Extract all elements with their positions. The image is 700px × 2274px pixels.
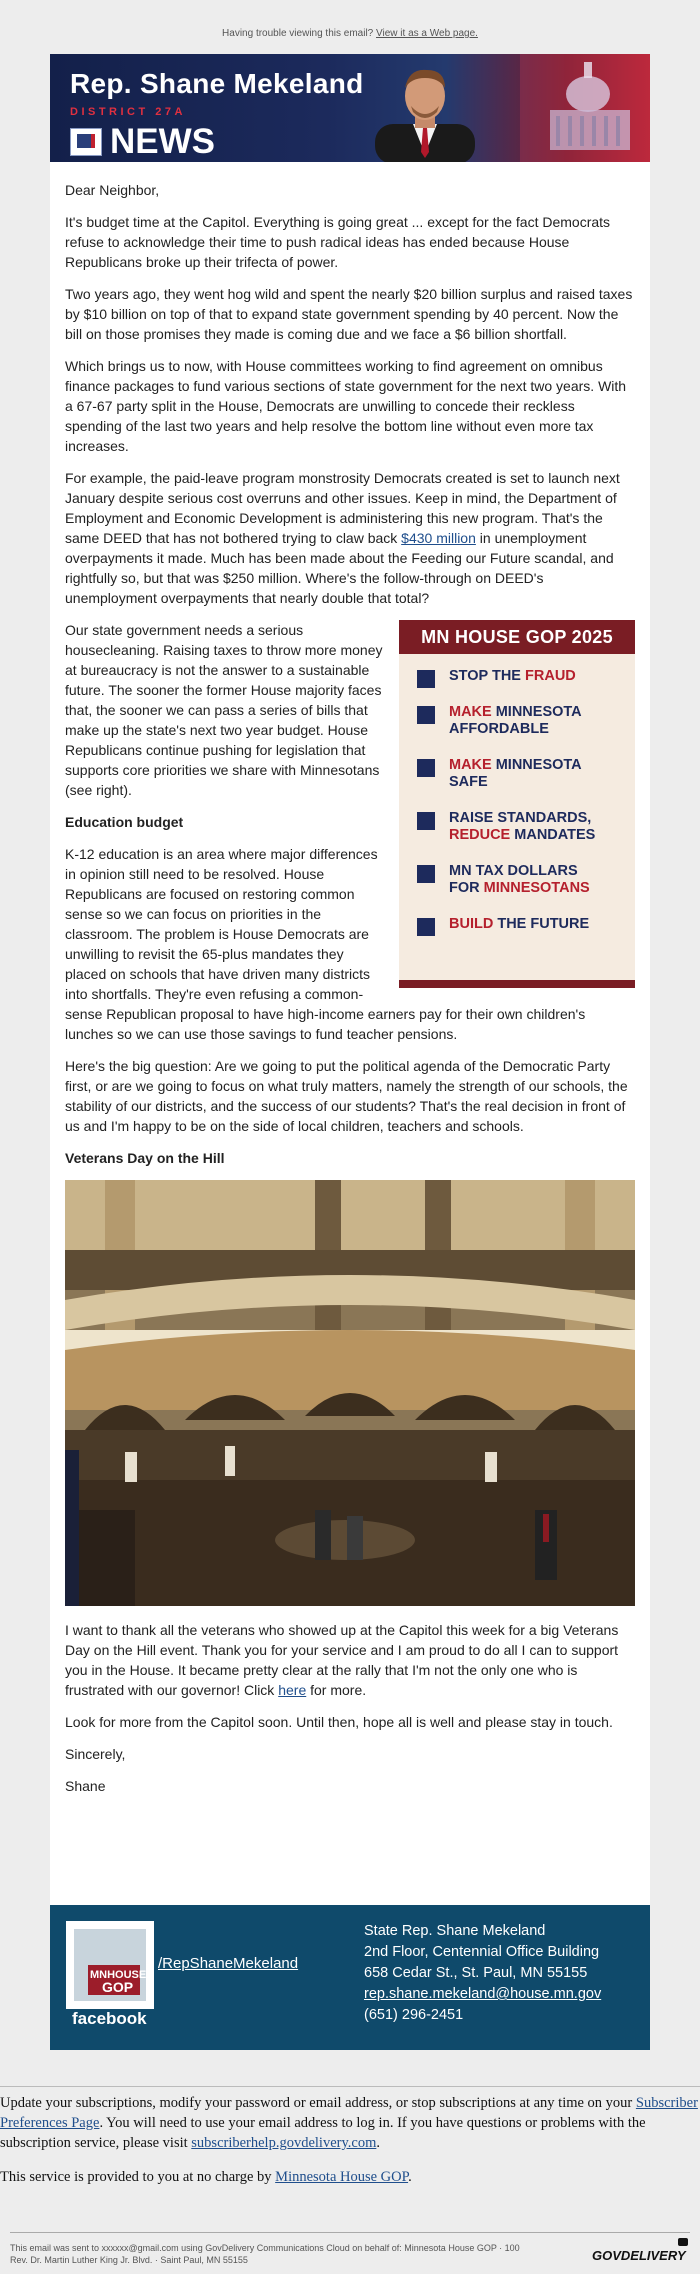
- priority-text: SAFE: [449, 774, 488, 790]
- veterans-more-link[interactable]: here: [278, 1682, 307, 1698]
- contact-footer: [50, 1905, 650, 2050]
- sender-line: This email was sent to xxxxxx@gmail.com using GovDelivery Communications Cloud on behalf of: Minnesota House GOP · 100: [10, 2243, 520, 2253]
- bullet-square-icon: [417, 918, 435, 936]
- bullet-square-icon: [417, 670, 435, 688]
- priority-highlight: REDUCE: [449, 827, 511, 843]
- priority-highlight: MINNESOTANS: [483, 880, 590, 896]
- divider: [10, 2232, 690, 2233]
- paragraph: [65, 1620, 635, 1700]
- contact-email-link[interactable]: rep.shane.mekeland@house.mn.gov: [364, 1986, 602, 2002]
- capitol-rotunda-image: [65, 1180, 635, 1606]
- priority-text: THE FUTURE: [493, 916, 590, 932]
- contact-info: [364, 1921, 644, 2026]
- web-view-link[interactable]: View it as a Web page.: [376, 28, 478, 39]
- priority-item: [413, 704, 627, 738]
- contact-address: 658 Cedar St., St. Paul, MN 55155: [364, 1965, 588, 1981]
- govdelivery-logo[interactable]: [592, 2248, 686, 2263]
- priority-text: MINNESOTA: [491, 704, 582, 720]
- contact-name: State Rep. Shane Mekeland: [364, 1923, 546, 1939]
- subscription-text: . You will need to use your email address to log in. If you have questions or problems with the subscription service, please visit: [0, 2115, 646, 2151]
- letter-content: [65, 180, 635, 1808]
- priority-text: FOR: [449, 880, 484, 896]
- sender-line: Rev. Dr. Martin Luther King Jr. Blvd. · Saint Paul, MN 55155: [10, 2255, 248, 2265]
- section-heading-veterans: Veterans Day on the Hill: [65, 1150, 225, 1166]
- paragraph-text: For example, the paid-leave program monstrosity Democrats created is set to launch next January despite serious cost overruns and other issues. Keep in mind, the Department of Employment and Economic Development is administering this new program. That's the same DEED that has not bothered trying to claw back: [65, 470, 620, 546]
- signature: Shane: [65, 1778, 106, 1794]
- service-text: This service is provided to you at no charge by: [0, 2169, 276, 2185]
- priority-item: [413, 863, 627, 897]
- priority-item: [413, 668, 627, 685]
- paragraph: Two years ago, they went hog wild and spent the nearly $20 billion surplus and raised taxes by $10 billion on top of that to expand state government spending by 40 percent. Now the bill on those promises they made is coming due and we face a $6 billion shortfall.: [65, 286, 633, 342]
- subscription-text: Update your subscriptions, modify your password or email address, or stop subscriptions at any time on your: [0, 2095, 636, 2111]
- web-view-notice: [0, 28, 700, 39]
- paragraph: Look for more from the Capitol soon. Until then, hope all is well and please stay in touch.: [65, 1714, 613, 1730]
- priority-text: MINNESOTA: [491, 757, 582, 773]
- bullet-square-icon: [417, 706, 435, 724]
- priority-text: MANDATES: [510, 827, 596, 843]
- newsletter-banner: [50, 54, 650, 162]
- speech-bubble-icon: [678, 2238, 688, 2246]
- priority-item: [413, 810, 627, 844]
- facebook-icon[interactable]: facebook: [72, 2009, 147, 2028]
- priority-item: [413, 757, 627, 791]
- veterans-event-photo: [65, 1180, 635, 1606]
- service-paragraph: [0, 2167, 700, 2187]
- logo-text: GOP: [102, 1979, 134, 1995]
- mn-house-gop-link[interactable]: Minnesota House GOP: [275, 2169, 409, 2185]
- priority-text: MN TAX DOLLARS: [449, 863, 578, 879]
- sender-info: [10, 2242, 550, 2266]
- subscriber-help-link[interactable]: subscriberhelp.govdelivery.com: [191, 2135, 377, 2151]
- facebook-link[interactable]: /RepShaneMekeland: [158, 1955, 299, 1972]
- contact-phone: (651) 296-2451: [364, 2007, 464, 2023]
- banner-title: Rep. Shane Mekeland: [70, 68, 364, 99]
- contact-office: 2nd Floor, Centennial Office Building: [364, 1944, 600, 1960]
- paragraph-text: in unemployment overpayments it made. Much has been made about the Feeding our Future scandal, and rightfully so, but that was $250 million. Where's the follow-through on DEED's unemployment overpayments that nearly double that total?: [65, 530, 614, 606]
- paragraph: Which brings us to now, with House committees working to find agreement on omnibus finance packages to fund various sections of state government for the next two years. With a 67-67 party split in the House, Democrats are unwilling to concede their reckless spending of the last two years and help resolve the bottom line without even more tax increases.: [65, 358, 627, 454]
- signoff: Sincerely,: [65, 1746, 126, 1762]
- priority-text: RAISE STANDARDS,: [449, 810, 592, 826]
- banner-news: NEWS: [110, 122, 215, 161]
- paragraph: Here's the big question: Are we going to put the political agenda of the Democratic Party first, or are we going to focus on what truly matters, namely the strength of our schools, the stability of our districts, and the success of our students? That's the real decision in front of us and I'm happy to be on the side of local children, teachers and schools.: [65, 1058, 628, 1134]
- web-view-text: Having trouble viewing this email?: [222, 28, 374, 39]
- subscription-paragraph: [0, 2093, 700, 2153]
- paragraph: It's budget time at the Capitol. Everything is going great ... except for the fact Democrats refuse to acknowledge their time to push radical ideas has ended because House Republicans broke up their trifecta of power.: [65, 214, 611, 270]
- priority-text: STOP THE: [449, 668, 526, 684]
- subscription-text: .: [376, 2135, 380, 2151]
- paragraph-text: for more.: [306, 1682, 367, 1698]
- gop-priorities-title: MN HOUSE GOP 2025: [421, 627, 613, 647]
- bullet-square-icon: [417, 865, 435, 883]
- paragraph-text: I want to thank all the veterans who showed up at the Capitol this week for a big Veterans Day on the Hill event. Thank you for your service and I am proud to do all I can to support you in the House. It became pretty clear at the rally that I'm not the only one who is frustrated with our governor! Click: [65, 1622, 619, 1698]
- priority-highlight: MAKE: [449, 704, 492, 720]
- greeting: Dear Neighbor,: [65, 182, 160, 198]
- mn-flag-icon: [70, 128, 102, 156]
- subscriber-preferences-link[interactable]: Subscriber Preferences Page: [0, 2095, 698, 2131]
- paragraph: Our state government needs a serious housecleaning. Raising taxes to throw more money at bureaucracy is not the answer to a sustainable future. The sooner the former House majority faces that, the sooner we can pass a series of bills that make up the state's next two year budget. House Republicans continue pushing for legislation that supports core priorities we share with Minnesotans (see right).: [65, 622, 383, 798]
- capitol-image: [520, 54, 650, 162]
- email-body: [50, 54, 650, 2050]
- priority-highlight: BUILD: [449, 916, 494, 932]
- logo-text: MNHOUSE: [90, 1969, 147, 1981]
- bullet-square-icon: [417, 812, 435, 830]
- priority-highlight: FRAUD: [525, 668, 576, 684]
- overpayments-link[interactable]: $430 million: [401, 530, 476, 546]
- paragraph: [65, 468, 635, 608]
- banner-district: DISTRICT 27A: [70, 106, 186, 118]
- paragraph: K-12 education is an area where major differences in opinion still need to be resolved. House Republicans are focused on restoring common sense so we can focus on priorities in the classroom. The problem is House Democrats are unwilling to revisit the 65-plus mandates they placed on schools that have driven many districts into shortfalls. They're even refusing a common-sense Republican proposal to have high-income earners pay for their own children's lunches so we can use those savings to fund teacher pensions.: [65, 846, 586, 1042]
- priority-text: AFFORDABLE: [449, 721, 549, 737]
- representative-portrait: [365, 62, 485, 162]
- divider: [0, 2086, 700, 2087]
- subscription-notice: [0, 2086, 700, 2201]
- section-heading-education: Education budget: [65, 814, 184, 830]
- priority-item: [413, 916, 627, 933]
- mn-house-gop-logo[interactable]: [66, 1921, 154, 2009]
- gop-priorities-list: [413, 668, 627, 952]
- govdelivery-text: GOVDELIVERY: [592, 2248, 686, 2263]
- bullet-square-icon: [417, 759, 435, 777]
- priority-highlight: MAKE: [449, 757, 492, 773]
- gop-priorities-graphic: [399, 620, 635, 988]
- service-text: .: [408, 2169, 412, 2185]
